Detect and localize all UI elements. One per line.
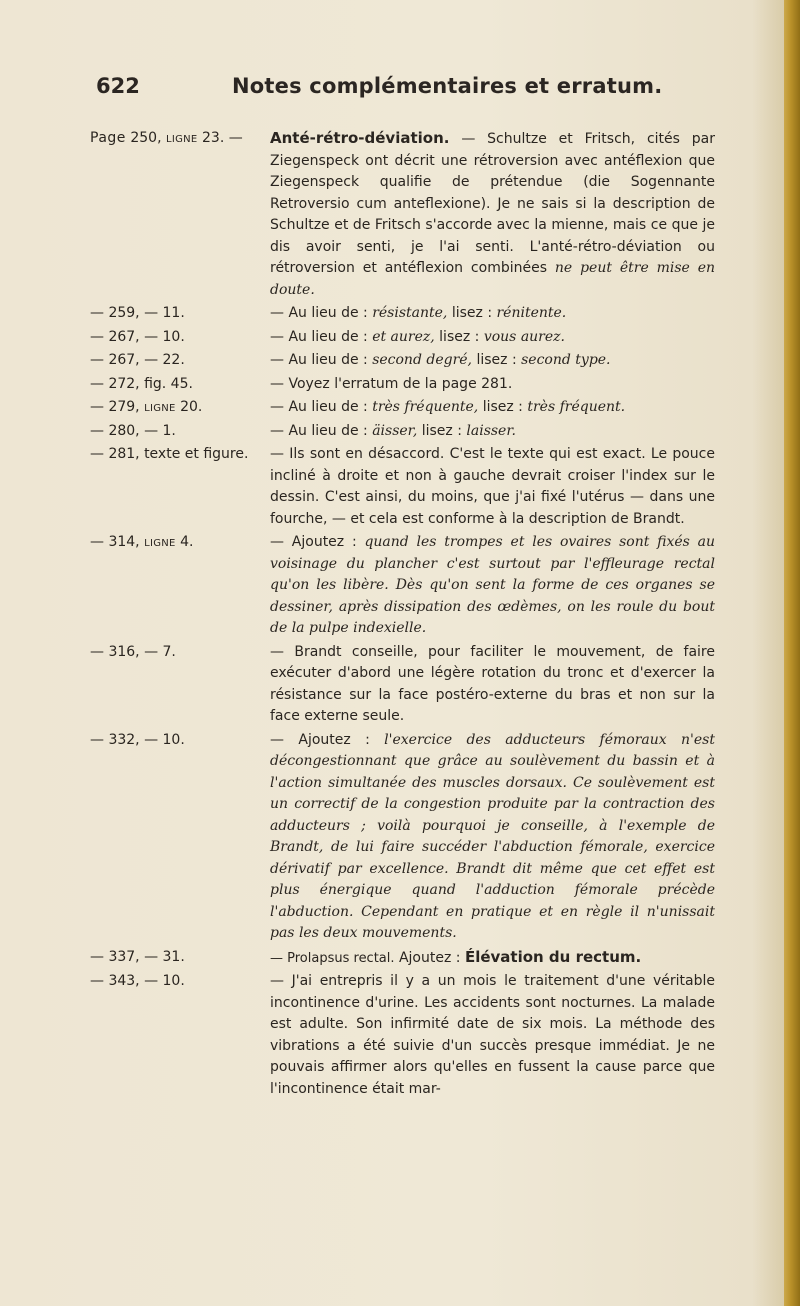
entry-reference: — 272, fig. 45. bbox=[90, 375, 193, 392]
entry-reference: — 267, — 22. bbox=[90, 352, 185, 368]
entry-reference: — 280, — 1. bbox=[90, 422, 176, 439]
entry-reference: — 316, — 7. bbox=[90, 643, 176, 660]
erratum-entry bbox=[0, 397, 790, 419]
entry-reference: — 343, — 10. bbox=[90, 973, 185, 989]
entry-text: — Au lieu de : et aurez, lisez : vous aurez. bbox=[270, 328, 565, 345]
entry-text: Anté-rétro-déviation. — Schultze et Fritsch, cités par Ziegenspeck ont décrit une rétroversion avec antéflexion que Ziegenspeck qualifie de prétendue (die Sogennante Retroversio cum anteflexione). Je ne sais si la description de Schultze et de Fritsch s'accorde avec la mienne, mais ce que je dis avoir senti, je l'ai senti. L'anté-rétro-déviation ou rétroversion et antéflexion combinées ne peut être mise en doute. bbox=[270, 129, 716, 298]
entry-text: — Au lieu de : résistante, lisez : rénitente. bbox=[270, 305, 567, 321]
running-title: Notes complémentaires et erratum. bbox=[232, 74, 663, 98]
entry-text: — Ajoutez : quand les trompes et les ovaires sont fixés au voisinage du plancher c'est surtout par l'effleurage rectal qu'on les libère. Dès qu'on sent la forme de ces organes se dessiner, après dissipation des œdèmes, on les roule du bout de la pulpe indexielle. bbox=[270, 534, 715, 636]
entry-text: — Au lieu de : äisser, lisez : laisser. bbox=[270, 422, 516, 439]
entry-text: — J'ai entrepris il y a un mois le traitement d'une véritable incontinence d'urine. Les accidents sont nocturnes. La malade est adulte. Son infirmité date de six mois. La méthode des vibrations a été suivie d'un succès presque immédiat. Je ne pouvais affirmer alors qu'elles en fussent la cause parce que l'incontinence était mar- bbox=[270, 973, 715, 1097]
erratum-entry bbox=[0, 374, 790, 396]
erratum-entry bbox=[0, 350, 790, 372]
entry-reference: — 259, — 11. bbox=[90, 305, 185, 321]
entry-reference: — 281, texte et figure. bbox=[90, 446, 249, 462]
erratum-list bbox=[0, 128, 790, 1102]
erratum-entry bbox=[0, 730, 790, 945]
erratum-entry bbox=[0, 642, 790, 728]
page-number: 622 bbox=[96, 74, 140, 98]
entry-text: — Voyez l'erratum de la page 281. bbox=[270, 375, 513, 392]
entry-reference: — 279, LIGNE 20. bbox=[90, 399, 203, 415]
erratum-entry bbox=[0, 444, 790, 530]
entry-reference: — 267, — 10. bbox=[90, 328, 185, 345]
erratum-entry bbox=[0, 971, 790, 1100]
entry-text: — Brandt conseille, pour faciliter le mouvement, de faire exécuter d'abord une légère rotation du tronc et d'exercer la résistance sur la face postéro-externe du bras et non sur la face externe seule. bbox=[270, 643, 715, 724]
erratum-entry bbox=[0, 532, 790, 640]
entry-reference: — 337, — 31. bbox=[90, 948, 185, 965]
entry-reference: — 332, — 10. bbox=[90, 731, 185, 748]
entry-text: — Prolapsus rectal. Ajoutez : Élévation du rectum. bbox=[270, 947, 642, 966]
entry-text: — Ils sont en désaccord. C'est le texte qui est exact. Le pouce incliné à droite et non à gauche devrait croiser l'index sur le dessin. C'est ainsi, du moins, que j'ai fixé l'utérus — dans une fourche, — et cela est conforme à la description de Brandt. bbox=[270, 446, 715, 527]
erratum-entry bbox=[0, 128, 790, 301]
erratum-entry bbox=[0, 303, 790, 325]
entry-text: — Au lieu de : très fréquente, lisez : très fréquent. bbox=[270, 399, 626, 415]
erratum-entry bbox=[0, 327, 790, 349]
entry-reference: — 314, LIGNE 4. bbox=[90, 534, 194, 550]
entry-reference: Page 250, LIGNE 23. — bbox=[90, 130, 243, 146]
entry-text: — Ajoutez : l'exercice des adducteurs fémoraux n'est décongestionnant que grâce au soulèvement du bassin et à l'action simultanée des muscles dorsaux. Ce soulèvement est un correctif de la congestion produite par la contraction des adducteurs ; voilà pourquoi je conseille, à l'exemple de Brandt, de lui faire succéder l'abduction fémorale, exercice dérivatif par excellence. Brandt dit même que cet effet est plus énergique quand l'adduction fémorale précède l'abduction. Cependant en pratique et en règle il n'unissait pas les deux mouvements. bbox=[270, 731, 715, 941]
entry-text: — Au lieu de : second degré, lisez : second type. bbox=[270, 352, 611, 368]
erratum-entry bbox=[0, 421, 790, 443]
running-header bbox=[0, 74, 790, 110]
entry-heading: Anté-rétro-déviation. bbox=[270, 129, 450, 147]
erratum-entry bbox=[0, 947, 790, 970]
